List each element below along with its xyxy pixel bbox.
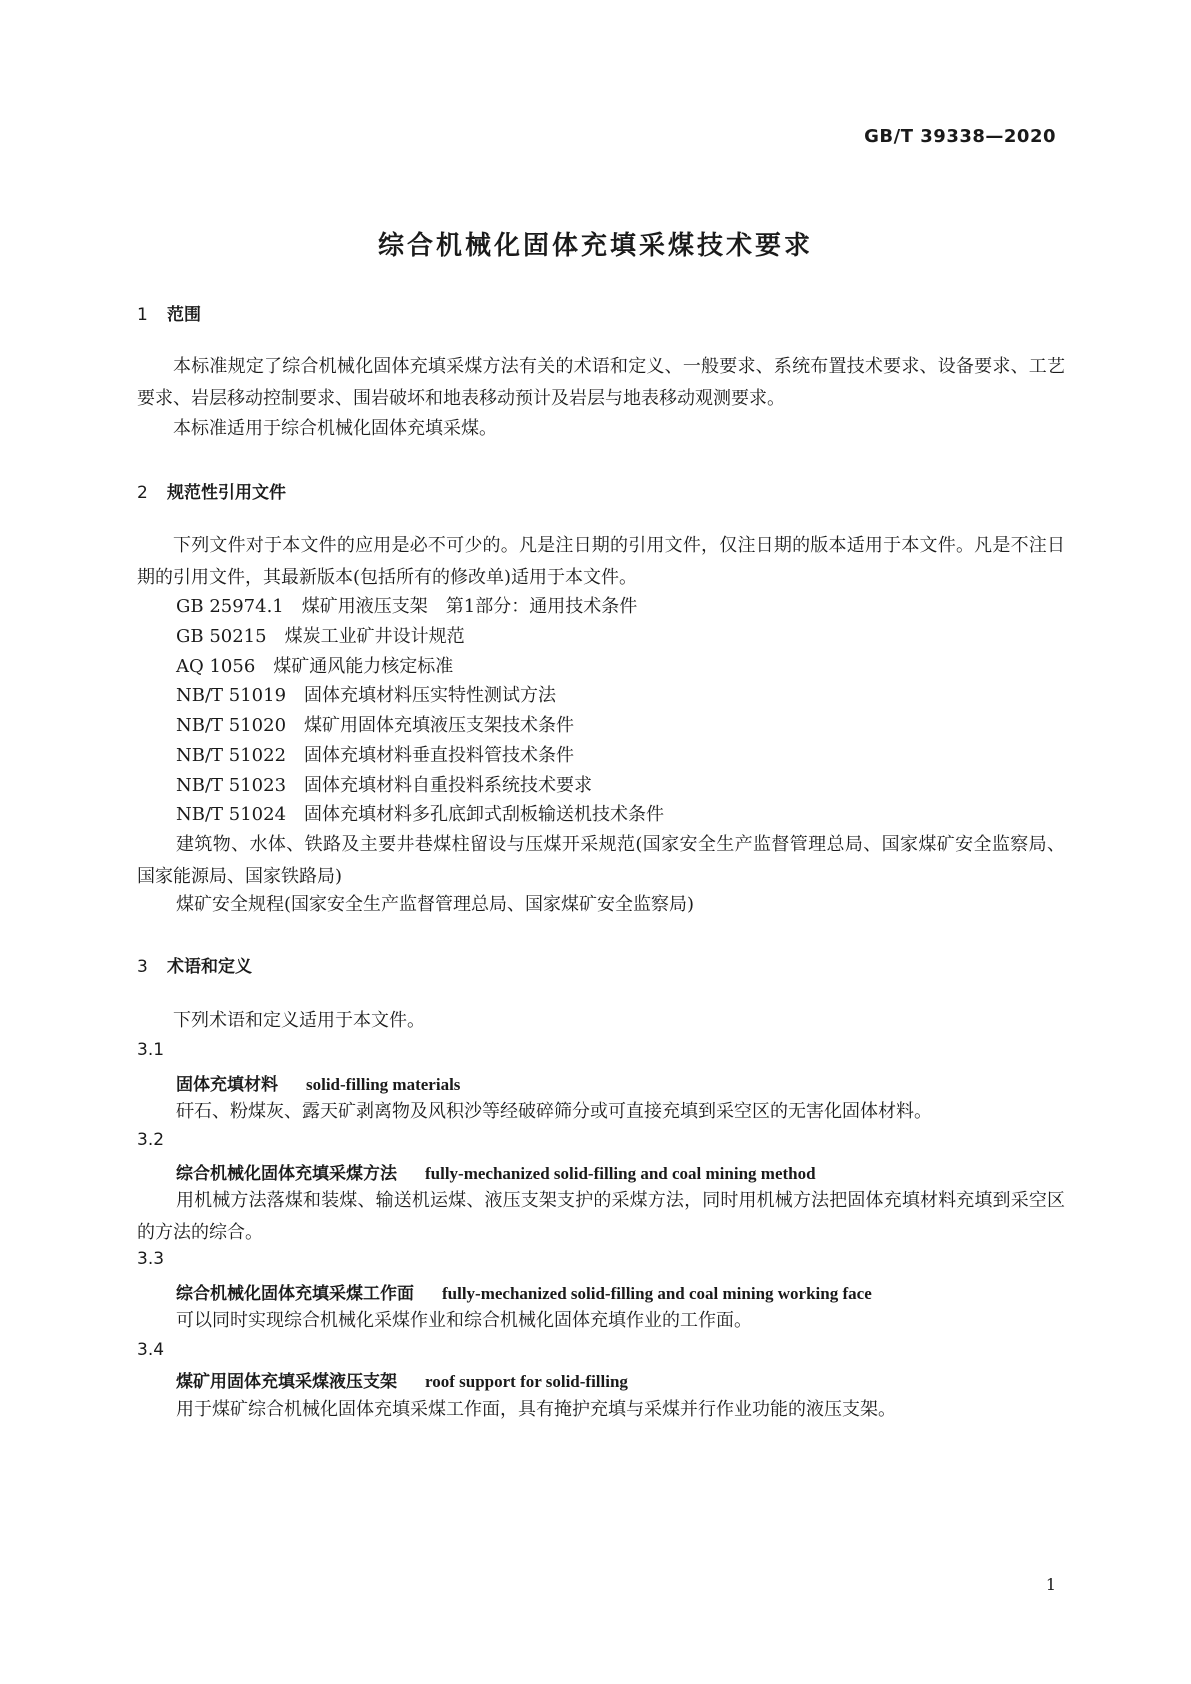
reference-code: GB 25974.1 <box>176 596 284 617</box>
reference-title: 煤矿用液压支架 第1部分：通用技术条件 <box>301 596 638 617</box>
section-title: 术语和定义 <box>167 957 252 977</box>
reference-title: 固体充填材料自重投料系统技术要求 <box>304 775 593 796</box>
term-definition: 用于煤矿综合机械化固体充填采煤工作面，具有掩护充填与采煤并行作业功能的液压支架。 <box>176 1399 896 1420</box>
reference-code: NB/T 51020 <box>176 715 287 736</box>
reference-title: 固体充填材料垂直投料管技术条件 <box>304 745 575 766</box>
reference-title: 煤炭工业矿井设计规范 <box>284 626 465 647</box>
reference-regulation: 煤矿安全规程(国家安全生产监督管理总局、国家煤矿安全监察局) <box>176 894 695 915</box>
section-1-paragraph-2: 本标准适用于综合机械化固体充填采煤。 <box>173 418 497 439</box>
section-2-intro: 下列文件对于本文件的应用是必不可少的。凡是注日期的引用文件，仅注日期的版本适用于本文件。凡是不注日期的引用文件，其最新版本(包括所有的修改单)适用于本文件。 <box>137 535 1065 588</box>
reference-code: NB/T 51024 <box>176 804 287 825</box>
reference-item <box>176 740 574 772</box>
term-chinese: 煤矿用固体充填采煤液压支架 <box>176 1372 397 1392</box>
reference-item <box>176 591 637 623</box>
section-title: 范围 <box>167 305 201 325</box>
term-heading <box>176 1159 816 1184</box>
reference-item <box>176 621 465 653</box>
reference-code: NB/T 51023 <box>176 775 287 796</box>
reference-code: NB/T 51022 <box>176 745 287 766</box>
section-2-heading <box>137 478 286 503</box>
section-number: 3 <box>137 957 148 977</box>
reference-item <box>176 770 592 802</box>
section-1-paragraph-1: 本标准规定了综合机械化固体充填采煤方法有关的术语和定义、一般要求、系统布置技术要求、设备要求、工艺要求、岩层移动控制要求、围岩破坏和地表移动预计及岩层与地表移动观测要求。 <box>137 356 1065 409</box>
reference-item <box>176 680 556 712</box>
reference-code: NB/T 51019 <box>176 685 287 706</box>
term-definition: 用机械方法落煤和装煤、输送机运煤、液压支架支护的采煤方法，同时用机械方法把固体充填材料充填到采空区的方法的综合。 <box>137 1190 1065 1243</box>
term-english: solid-filling materials <box>306 1075 461 1094</box>
term-english: fully-mechanized solid-filling and coal mining method <box>425 1164 816 1183</box>
term-number: 3.2 <box>137 1130 165 1150</box>
page-number: 1 <box>1045 1575 1056 1594</box>
term-number: 3.1 <box>137 1040 165 1060</box>
reference-title: 煤矿通风能力核定标准 <box>273 656 454 677</box>
term-definition: 矸石、粉煤灰、露天矿剥离物及风积沙等经破碎筛分或可直接充填到采空区的无害化固体材料。 <box>176 1101 932 1122</box>
reference-code: GB 50215 <box>176 626 267 647</box>
term-chinese: 综合机械化固体充填采煤工作面 <box>176 1284 414 1304</box>
reference-title: 煤矿用固体充填液压支架技术条件 <box>304 715 575 736</box>
term-english: roof support for solid-filling <box>425 1372 628 1391</box>
term-english: fully-mechanized solid-filling and coal mining working face <box>442 1284 872 1303</box>
section-number: 2 <box>137 483 148 503</box>
reference-code: AQ 1056 <box>176 656 256 677</box>
reference-item <box>176 710 574 742</box>
reference-item <box>176 799 664 831</box>
section-3-intro: 下列术语和定义适用于本文件。 <box>173 1010 425 1031</box>
section-3-heading <box>137 952 252 977</box>
standard-code: GB/T 39338—2020 <box>864 126 1056 147</box>
term-heading <box>176 1070 460 1095</box>
term-number: 3.4 <box>137 1340 165 1360</box>
reference-title: 固体充填材料压实特性测试方法 <box>304 685 557 706</box>
term-heading <box>176 1367 628 1392</box>
reference-regulation: 建筑物、水体、铁路及主要井巷煤柱留设与压煤开采规范(国家安全生产监督管理总局、国家煤矿安全监察局、国家能源局、国家铁路局) <box>137 834 1065 887</box>
section-number: 1 <box>137 305 148 325</box>
document-title: 综合机械化固体充填采煤技术要求 <box>377 231 813 261</box>
section-1-heading <box>137 300 201 325</box>
reference-title: 固体充填材料多孔底卸式刮板输送机技术条件 <box>304 804 665 825</box>
term-number: 3.3 <box>137 1249 165 1269</box>
term-chinese: 综合机械化固体充填采煤方法 <box>176 1164 397 1184</box>
term-definition: 可以同时实现综合机械化采煤作业和综合机械化固体充填作业的工作面。 <box>176 1310 752 1331</box>
term-heading <box>176 1279 872 1304</box>
section-title: 规范性引用文件 <box>167 483 286 503</box>
reference-item <box>176 651 453 683</box>
term-chinese: 固体充填材料 <box>176 1075 278 1095</box>
